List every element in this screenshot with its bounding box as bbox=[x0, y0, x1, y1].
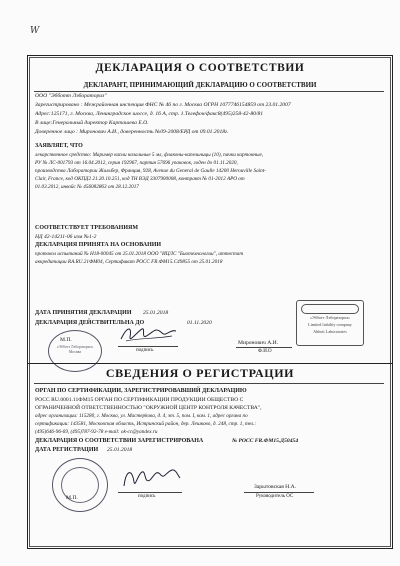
handwritten-signature bbox=[120, 464, 182, 492]
compliance-nd: НД 42-14211-06 изм №1-2 bbox=[35, 234, 97, 240]
company-rectangular-stamp bbox=[296, 300, 364, 346]
declarant-address: Адрес:125171, г. Москва, Ленинградское шоссе, д. 16 А, стр. 1.Телефон/факс8(495)258-42-80/81 bbox=[35, 111, 264, 117]
declarant-person: В лице:Генеральный директор Карташева Е.О. bbox=[35, 120, 149, 126]
signer-name: Миронович А.И. bbox=[238, 340, 279, 346]
declarant-trustee: Доверенное лицо : Миронович А.И., доверенность №09-2008/ЕРД от 09.01.2018г. bbox=[35, 129, 229, 135]
stamp-oval bbox=[301, 304, 359, 314]
seal-place-label: М.П. bbox=[60, 337, 72, 343]
seal-text: «Эбботт Лэбораториз» Москва bbox=[56, 345, 94, 354]
stamp-line: Limited liability company bbox=[308, 322, 352, 327]
cert-body-line: (495)646-96-69, (495)787-92-78 e-mail: ok-cc@yandex.ru bbox=[35, 429, 158, 435]
valid-until-label: ДЕКЛАРАЦИЯ ДЕЙСТВИТЕЛЬНА ДО bbox=[35, 320, 145, 326]
signature-underline bbox=[118, 346, 178, 347]
registered-number: № РОСС FR.ФМ15.Д50454 bbox=[232, 438, 299, 444]
seal-place-label: М.П. bbox=[66, 495, 78, 501]
cert-body-line: сертификации: 143581, Московская область, Истринский район, дер. Лешково, д. 248, стр. 1, тел.: bbox=[35, 421, 257, 427]
accept-date-label: ДАТА ПРИНЯТИЯ ДЕКЛАРАЦИИ bbox=[35, 310, 132, 316]
underline bbox=[34, 383, 384, 384]
signature-caption: подпись bbox=[136, 348, 154, 353]
handwritten-signature bbox=[118, 323, 180, 345]
compliance-heading: СООТВЕТСТВУЕТ ТРЕБОВАНИЯМ bbox=[35, 225, 138, 231]
name-underline bbox=[236, 347, 292, 348]
accept-date-value: 25.01.2018 bbox=[143, 310, 169, 316]
statement-line: 01.03.2012, инвойс № 456082863 от 28.12.2017 bbox=[35, 184, 139, 190]
cert-body-line: ОГРАНИЧЕННОЙ ОТВЕТСТВЕННОСТЬЮ "ОКРУЖНОЙ ЦЕНТР КОНТРОЛЯ КАЧЕСТВА", bbox=[35, 405, 262, 411]
declarant-heading: ДЕКЛАРАНТ, ПРИНИМАЮЩИЙ ДЕКЛАРАЦИЮ О СООТВЕТСТВИИ bbox=[83, 81, 317, 89]
accepted-heading: ДЕКЛАРАЦИЯ ПРИНЯТА НА ОСНОВАНИИ bbox=[35, 242, 162, 248]
declarant-org: ООО "Эбботт Лэбораториз" bbox=[35, 93, 107, 99]
name-caption: Ф.И.О bbox=[258, 349, 272, 354]
cert-body-line: РОСС RU.0001.11ФМ15 ОРГАН ПО СЕРТИФИКАЦИИ ПРОДУКЦИИ ОБЩЕСТВО С bbox=[35, 397, 244, 403]
section-divider bbox=[27, 363, 393, 364]
signature-underline bbox=[118, 492, 182, 493]
signature-caption: подпись bbox=[138, 494, 156, 499]
declarant-registration: Зарегистрировано : Межрайонная инспекция ФНС № 46 по г. Москва ОГРН 1077746154859 от 23.01.2007 bbox=[35, 102, 291, 108]
basis-line: аккредитации RA.RU.21ФМ04, Сертификат РОСС FR.ФМ15.C49855 от 25.01.2018 bbox=[35, 259, 223, 265]
statement-line: лекарственное средство: Маример капли назальные 5 мл, флаконы-капельницы (10), пачки картонные, bbox=[35, 152, 264, 158]
stamp-line: Abbott Laboratories bbox=[313, 329, 347, 334]
registered-label: ДЕКЛАРАЦИЯ О СООТВЕТСТВИИ ЗАРЕГИСТРИРОВАНА bbox=[35, 438, 204, 444]
registration-date-label: ДАТА РЕГИСТРАЦИИ bbox=[35, 447, 99, 453]
name-underline bbox=[244, 492, 314, 493]
valid-until-value: 01.11.2020 bbox=[187, 320, 212, 326]
registration-title: СВЕДЕНИЯ О РЕГИСТРАЦИИ bbox=[105, 366, 295, 380]
underline bbox=[34, 91, 384, 92]
statement-heading: ЗАЯВЛЯЕТ, ЧТО bbox=[35, 143, 83, 149]
statement-line: производства Лаборатории Жильбер, Франция, 928, Avenue du General de Gaulle 14200 Herouville Saint- bbox=[35, 168, 266, 174]
cert-body-seal-stamp bbox=[52, 458, 108, 512]
cert-head-title: Руководитель ОС bbox=[256, 494, 294, 499]
registration-date-value: 25.01.2018 bbox=[107, 447, 133, 453]
cert-head-name: Зарытовская Н.А. bbox=[254, 484, 297, 490]
cert-body-heading: ОРГАН ПО СЕРТИФИКАЦИИ, ЗАРЕГИСТРИРОВАВШИЙ ДЕКЛАРАЦИЮ bbox=[35, 388, 247, 394]
statement-line: Clair, France, код ОКПД2 21.20.10.251, код ТН ВЭД 3307900008, контракт № 01-2012 АРО от bbox=[35, 176, 245, 182]
page-title: ДЕКЛАРАЦИЯ О СООТВЕТСТВИИ bbox=[95, 62, 305, 74]
corner-handwritten-mark: W bbox=[30, 26, 40, 36]
basis-line: протокол испытаний № Н18-00045 от 25.01.2018 ООО "ИЦЛС "Биотехнологии", аттестат bbox=[35, 251, 244, 257]
stamp-line: «Эбботт Лэбораториз» bbox=[309, 315, 351, 320]
cert-body-line: адрес организации: 115280, г. Москва, ул. Мастерkова, д. 4, эт. 5, пом. I, ком. 1, адрес органа по bbox=[35, 413, 248, 419]
statement-line: РУ № ЛС-001793 от 16.04.2012, серия 192967, партия 57696 упаковок, годен до 01.11.2020, bbox=[35, 160, 238, 166]
